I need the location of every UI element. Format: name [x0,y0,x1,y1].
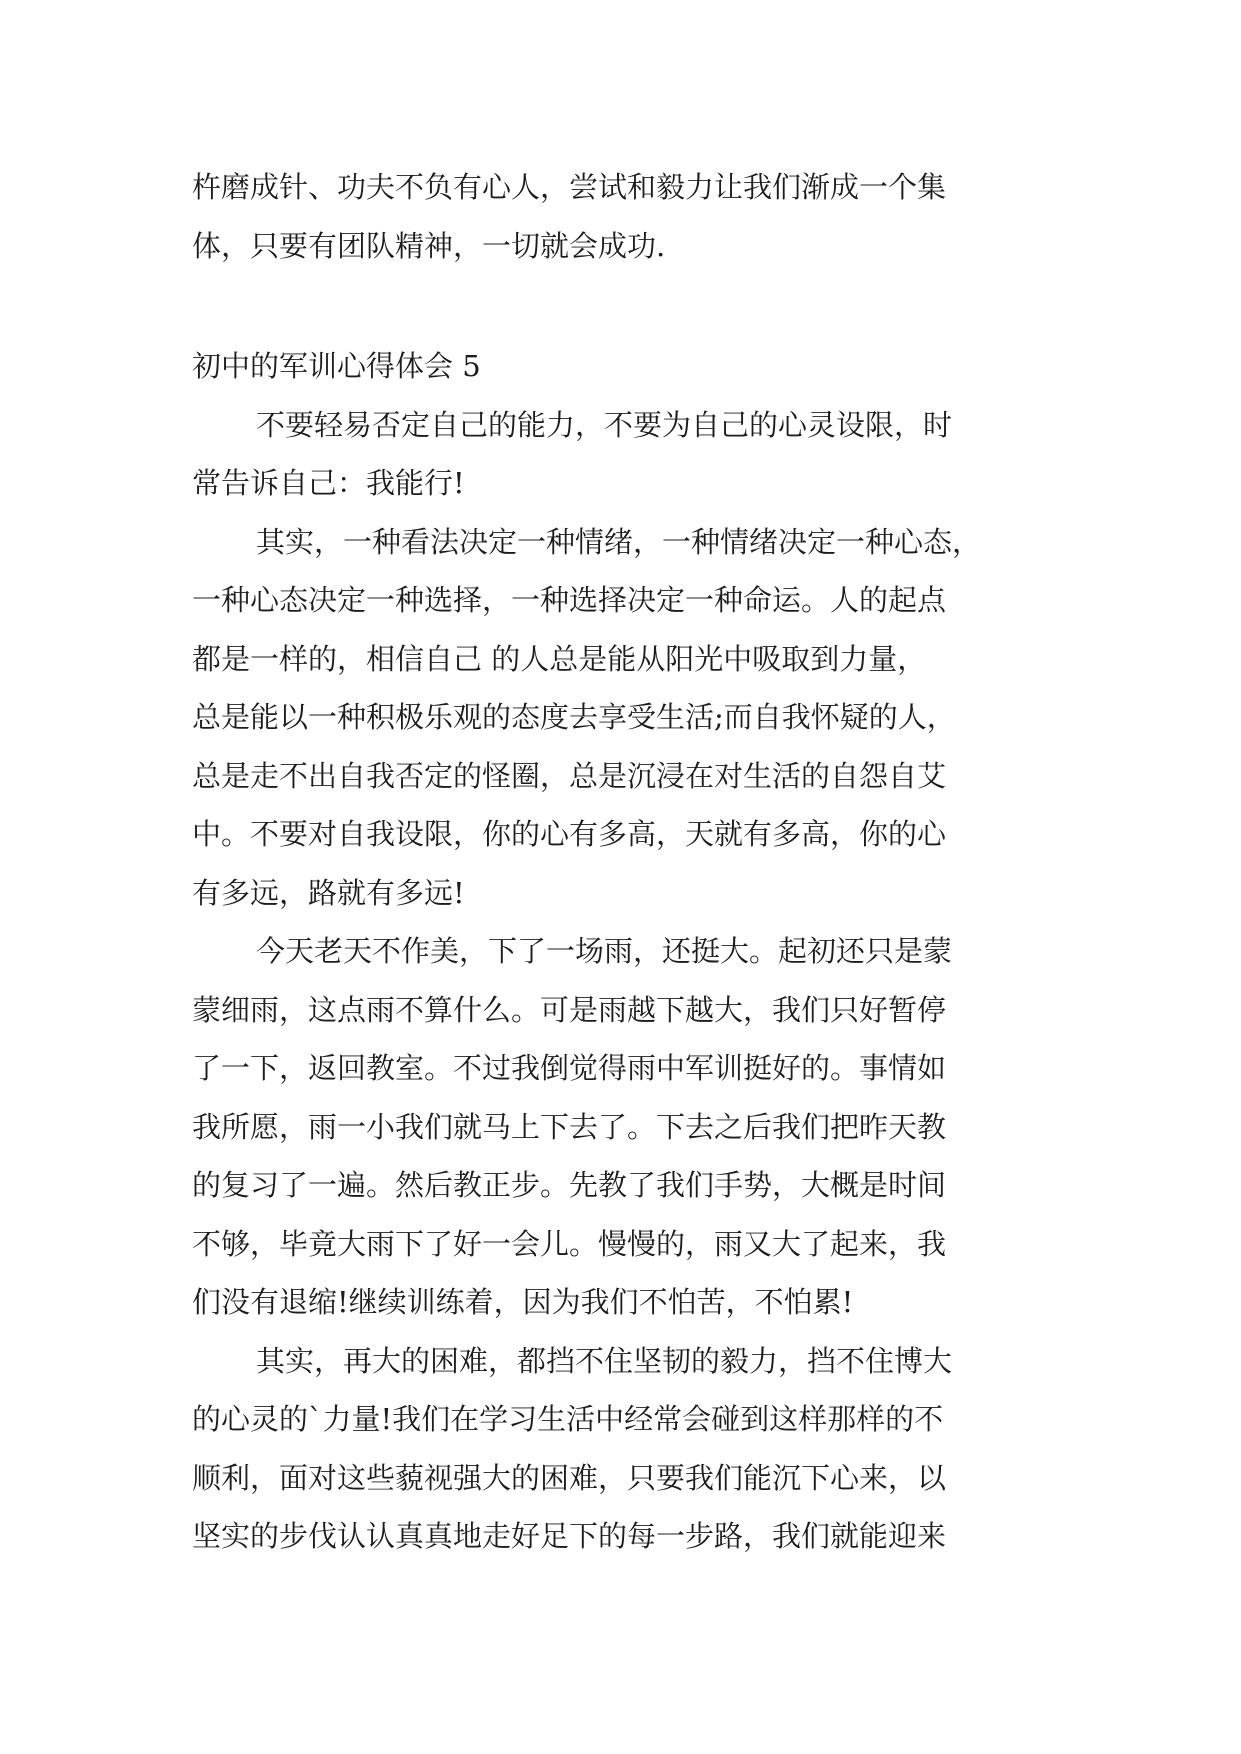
section-gap [192,275,1062,337]
text-line: 不够，毕竟大雨下了好一会儿。慢慢的，雨又大了起来，我 [192,1226,947,1261]
section-heading: 初中的军训心得体会 5 [192,349,481,383]
text-line: 中。不要对自我设限，你的心有多高，天就有多高，你的心 [192,817,947,851]
text-line: 蒙细雨，这点雨不算什么。可是雨越下越大，我们只好暂停 [192,992,947,1027]
paragraph-1 [192,396,1062,513]
text-line: 一种心态决定一种选择，一种选择决定一种命运。人的起点 [192,583,947,617]
text-line: 都是一样的，相信自己 的人总是能从阳光中吸取到力量， [192,641,927,676]
text-line: 的心灵的`力量!我们在学习生活中经常会碰到这样那样的不 [192,1402,944,1436]
text-line: 总是走不出自我否定的怪圈，总是沉浸在对生活的自怨自艾 [192,758,947,793]
text-line: 顺利，面对这些藐视强大的困难，只要我们能沉下心来，以 [192,1460,947,1495]
document-body [192,158,1062,1566]
paragraph-4 [192,1332,1062,1566]
text-line: 的复习了一遍。然后教正步。先教了我们手势，大概是时间 [192,1168,947,1202]
text-line: 杵磨成针、功夫不负有心人，尝试和毅力让我们渐成一个集 [192,170,947,204]
paragraph-3 [192,922,1062,1332]
text-line: 其实，再大的困难，都挡不住坚韧的毅力，挡不住博大 [256,1343,953,1378]
text-line: 们没有退缩!继续训练着，因为我们不怕苦，不怕累! [192,1285,854,1319]
text-line: 我所愿，雨一小我们就马上下去了。下去之后我们把昨天教 [192,1109,947,1144]
text-line: 常告诉自己：我能行! [192,466,465,500]
text-line: 了一下，返回教室。不过我倒觉得雨中军训挺好的。事情如 [192,1051,947,1085]
paragraph-2 [192,513,1062,923]
text-line: 今天老天不作美，下了一场雨，还挺大。起初还只是蒙 [256,934,953,968]
text-line: 体，只要有团队精神，一切就会成功. [192,228,666,263]
text-line: 总是能以一种积极乐观的态度去享受生活;而自我怀疑的人， [192,700,956,734]
text-line: 不要轻易否定自己的能力，不要为自己的心灵设限，时 [256,407,953,442]
text-line: 有多远，路就有多远! [192,875,465,910]
intro-paragraph [192,158,1062,275]
text-line: 其实，一种看法决定一种情绪，一种情绪决定一种心态， [256,524,982,559]
text-line: 坚实的步伐认认真真地走好足下的每一步路，我们就能迎来 [192,1519,947,1553]
